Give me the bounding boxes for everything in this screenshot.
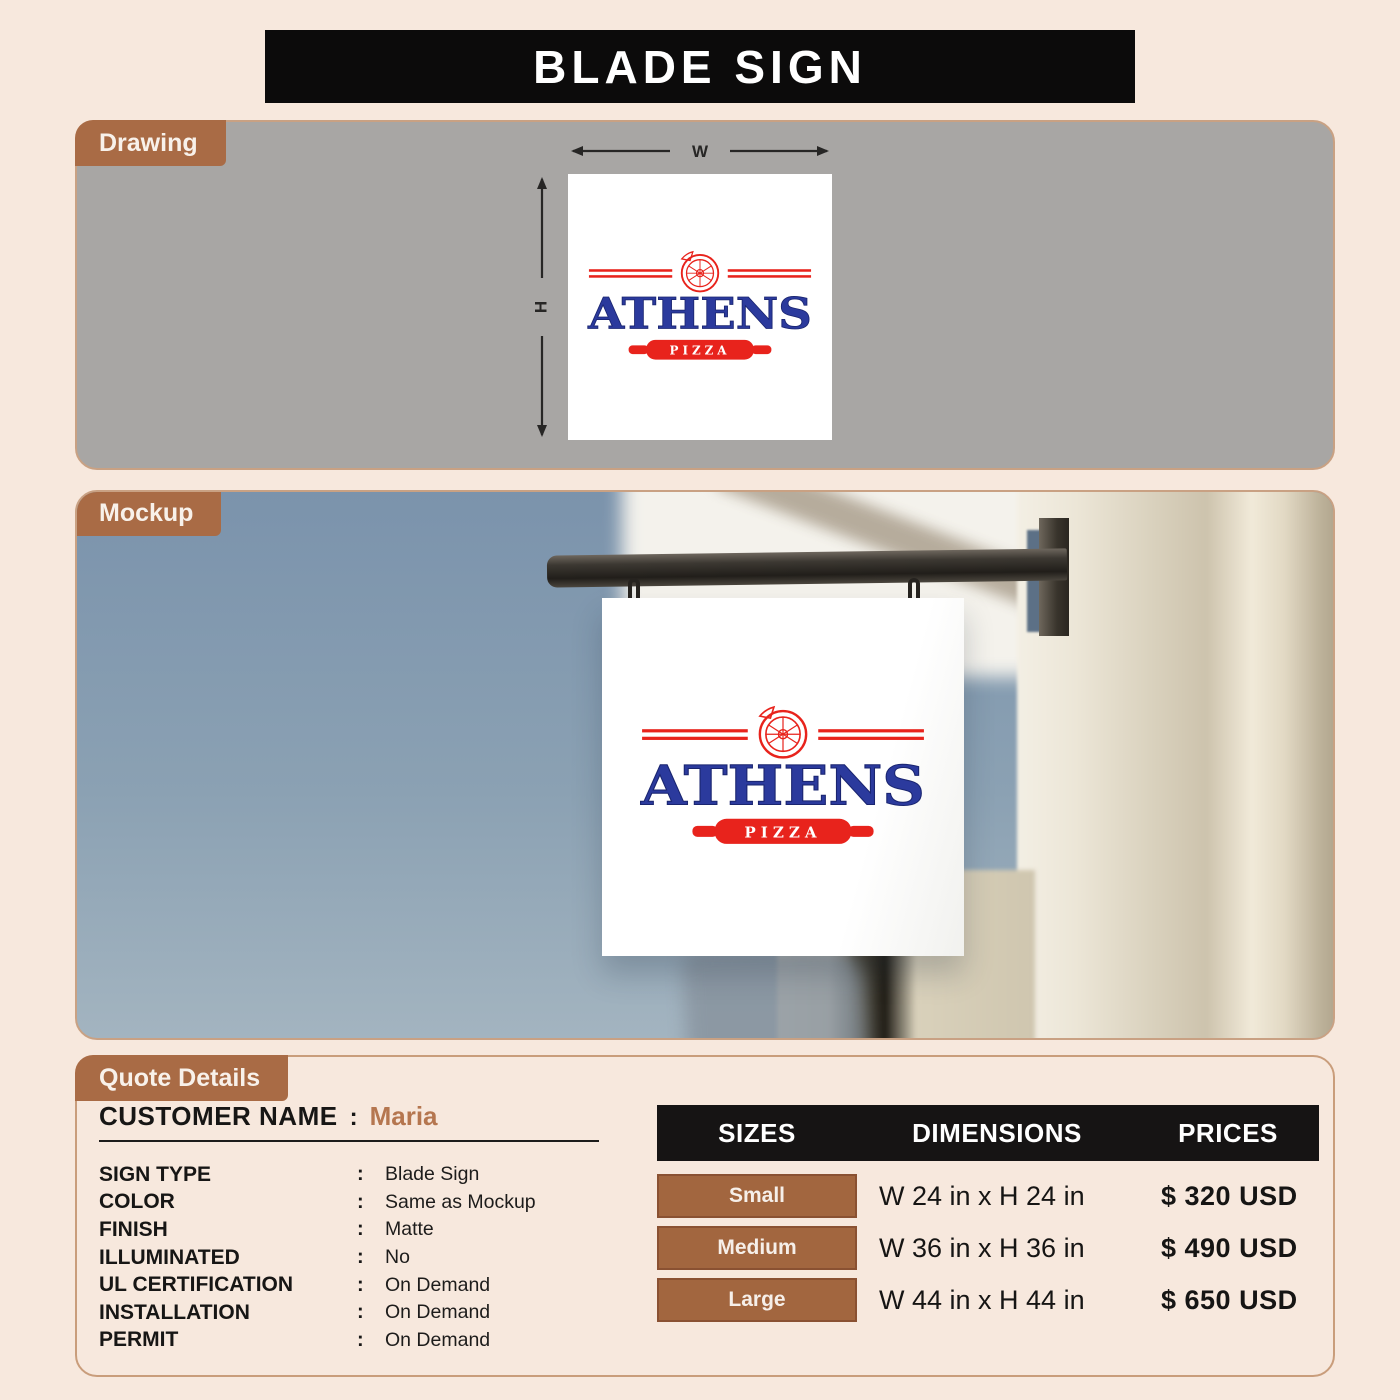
mockup-tab-label: Mockup bbox=[99, 498, 194, 527]
column-header-dimensions: DIMENSIONS bbox=[912, 1117, 1082, 1148]
detail-colon: : bbox=[357, 1246, 364, 1269]
detail-value: On Demand bbox=[385, 1328, 491, 1351]
blurred-rooftop bbox=[682, 942, 868, 1040]
height-label: H bbox=[531, 300, 551, 314]
detail-row-illuminated bbox=[99, 1244, 619, 1272]
drawing-tab-label: Drawing bbox=[99, 128, 198, 157]
table-row-large bbox=[657, 1278, 1319, 1322]
size-badge bbox=[657, 1278, 857, 1322]
table-row-medium bbox=[657, 1226, 1319, 1270]
detail-row-sign-type bbox=[99, 1161, 619, 1189]
dimensions-value: W 44 in x H 44 in bbox=[879, 1284, 1085, 1315]
price-value: $ 320 USD bbox=[1161, 1180, 1298, 1211]
detail-label: FINISH bbox=[99, 1217, 168, 1241]
detail-colon: : bbox=[357, 1163, 364, 1186]
detail-row-permit bbox=[99, 1327, 619, 1355]
detail-label: INSTALLATION bbox=[99, 1300, 250, 1324]
size-badge bbox=[657, 1226, 857, 1270]
column-header-prices: PRICES bbox=[1178, 1117, 1278, 1148]
detail-value: Same as Mockup bbox=[385, 1190, 536, 1213]
brand-name-text: ATHENS bbox=[639, 753, 925, 818]
brand-name-text: ATHENS bbox=[587, 289, 812, 340]
table-row-small bbox=[657, 1174, 1319, 1218]
detail-row-color bbox=[99, 1189, 619, 1217]
price-value: $ 490 USD bbox=[1161, 1232, 1298, 1263]
detail-label: ILLUMINATED bbox=[99, 1245, 240, 1269]
pricing-table-header bbox=[657, 1105, 1319, 1161]
drawing-panel bbox=[75, 120, 1335, 470]
pizza-medallion-icon bbox=[760, 707, 806, 757]
size-label: Large bbox=[728, 1288, 786, 1311]
quote-details-tab-label: Quote Details bbox=[99, 1063, 261, 1092]
detail-label: UL CERTIFICATION bbox=[99, 1273, 294, 1297]
pricing-table bbox=[657, 1105, 1319, 1330]
detail-colon: : bbox=[357, 1190, 364, 1213]
width-dimension-arrow bbox=[568, 138, 832, 164]
detail-colon: : bbox=[357, 1328, 364, 1351]
price-value: $ 650 USD bbox=[1161, 1284, 1298, 1315]
detail-value: Matte bbox=[385, 1218, 434, 1241]
pricing-table-rows bbox=[657, 1174, 1319, 1322]
detail-label: SIGN TYPE bbox=[99, 1162, 212, 1186]
quote-detail-list bbox=[99, 1161, 619, 1354]
width-label: W bbox=[691, 142, 709, 161]
customer-name-value: Maria bbox=[369, 1101, 438, 1131]
detail-value: No bbox=[385, 1246, 410, 1269]
size-label: Small bbox=[728, 1184, 786, 1207]
detail-value: On Demand bbox=[385, 1273, 491, 1296]
brand-tagline-text: PIZZA bbox=[744, 822, 822, 841]
detail-label: PERMIT bbox=[99, 1328, 179, 1352]
mockup-panel bbox=[75, 490, 1335, 1040]
brand-tagline-text: PIZZA bbox=[669, 343, 731, 358]
customer-name-colon: : bbox=[349, 1104, 358, 1131]
detail-value: Blade Sign bbox=[385, 1163, 480, 1186]
size-label: Medium bbox=[717, 1236, 797, 1259]
detail-value: On Demand bbox=[385, 1301, 491, 1324]
quote-details-panel bbox=[75, 1055, 1335, 1377]
customer-name-row bbox=[99, 1101, 599, 1142]
page-title: BLADE SIGN bbox=[533, 40, 867, 93]
customer-name-label: CUSTOMER NAME bbox=[99, 1101, 338, 1131]
detail-colon: : bbox=[357, 1301, 364, 1324]
pizza-medallion-icon bbox=[682, 251, 718, 291]
detail-row-finish bbox=[99, 1216, 619, 1244]
athens-pizza-logo bbox=[581, 247, 819, 368]
detail-colon: : bbox=[357, 1218, 364, 1241]
drawing-sign-face bbox=[568, 174, 832, 440]
mockup-sign-face bbox=[602, 598, 964, 956]
size-badge bbox=[657, 1174, 857, 1218]
detail-row-installation bbox=[99, 1299, 619, 1327]
quote-details-tab bbox=[75, 1055, 288, 1101]
height-dimension-arrow bbox=[529, 174, 555, 440]
column-header-sizes: SIZES bbox=[718, 1117, 796, 1148]
detail-label: COLOR bbox=[99, 1190, 175, 1214]
detail-row-ul-certification bbox=[99, 1271, 619, 1299]
mockup-tab bbox=[75, 490, 221, 536]
dimensions-value: W 36 in x H 36 in bbox=[879, 1232, 1085, 1263]
drawing-tab bbox=[75, 120, 226, 166]
athens-pizza-logo bbox=[632, 701, 934, 854]
detail-colon: : bbox=[357, 1273, 364, 1296]
dimensions-value: W 24 in x H 24 in bbox=[879, 1180, 1085, 1211]
page-title-bar bbox=[265, 30, 1135, 103]
